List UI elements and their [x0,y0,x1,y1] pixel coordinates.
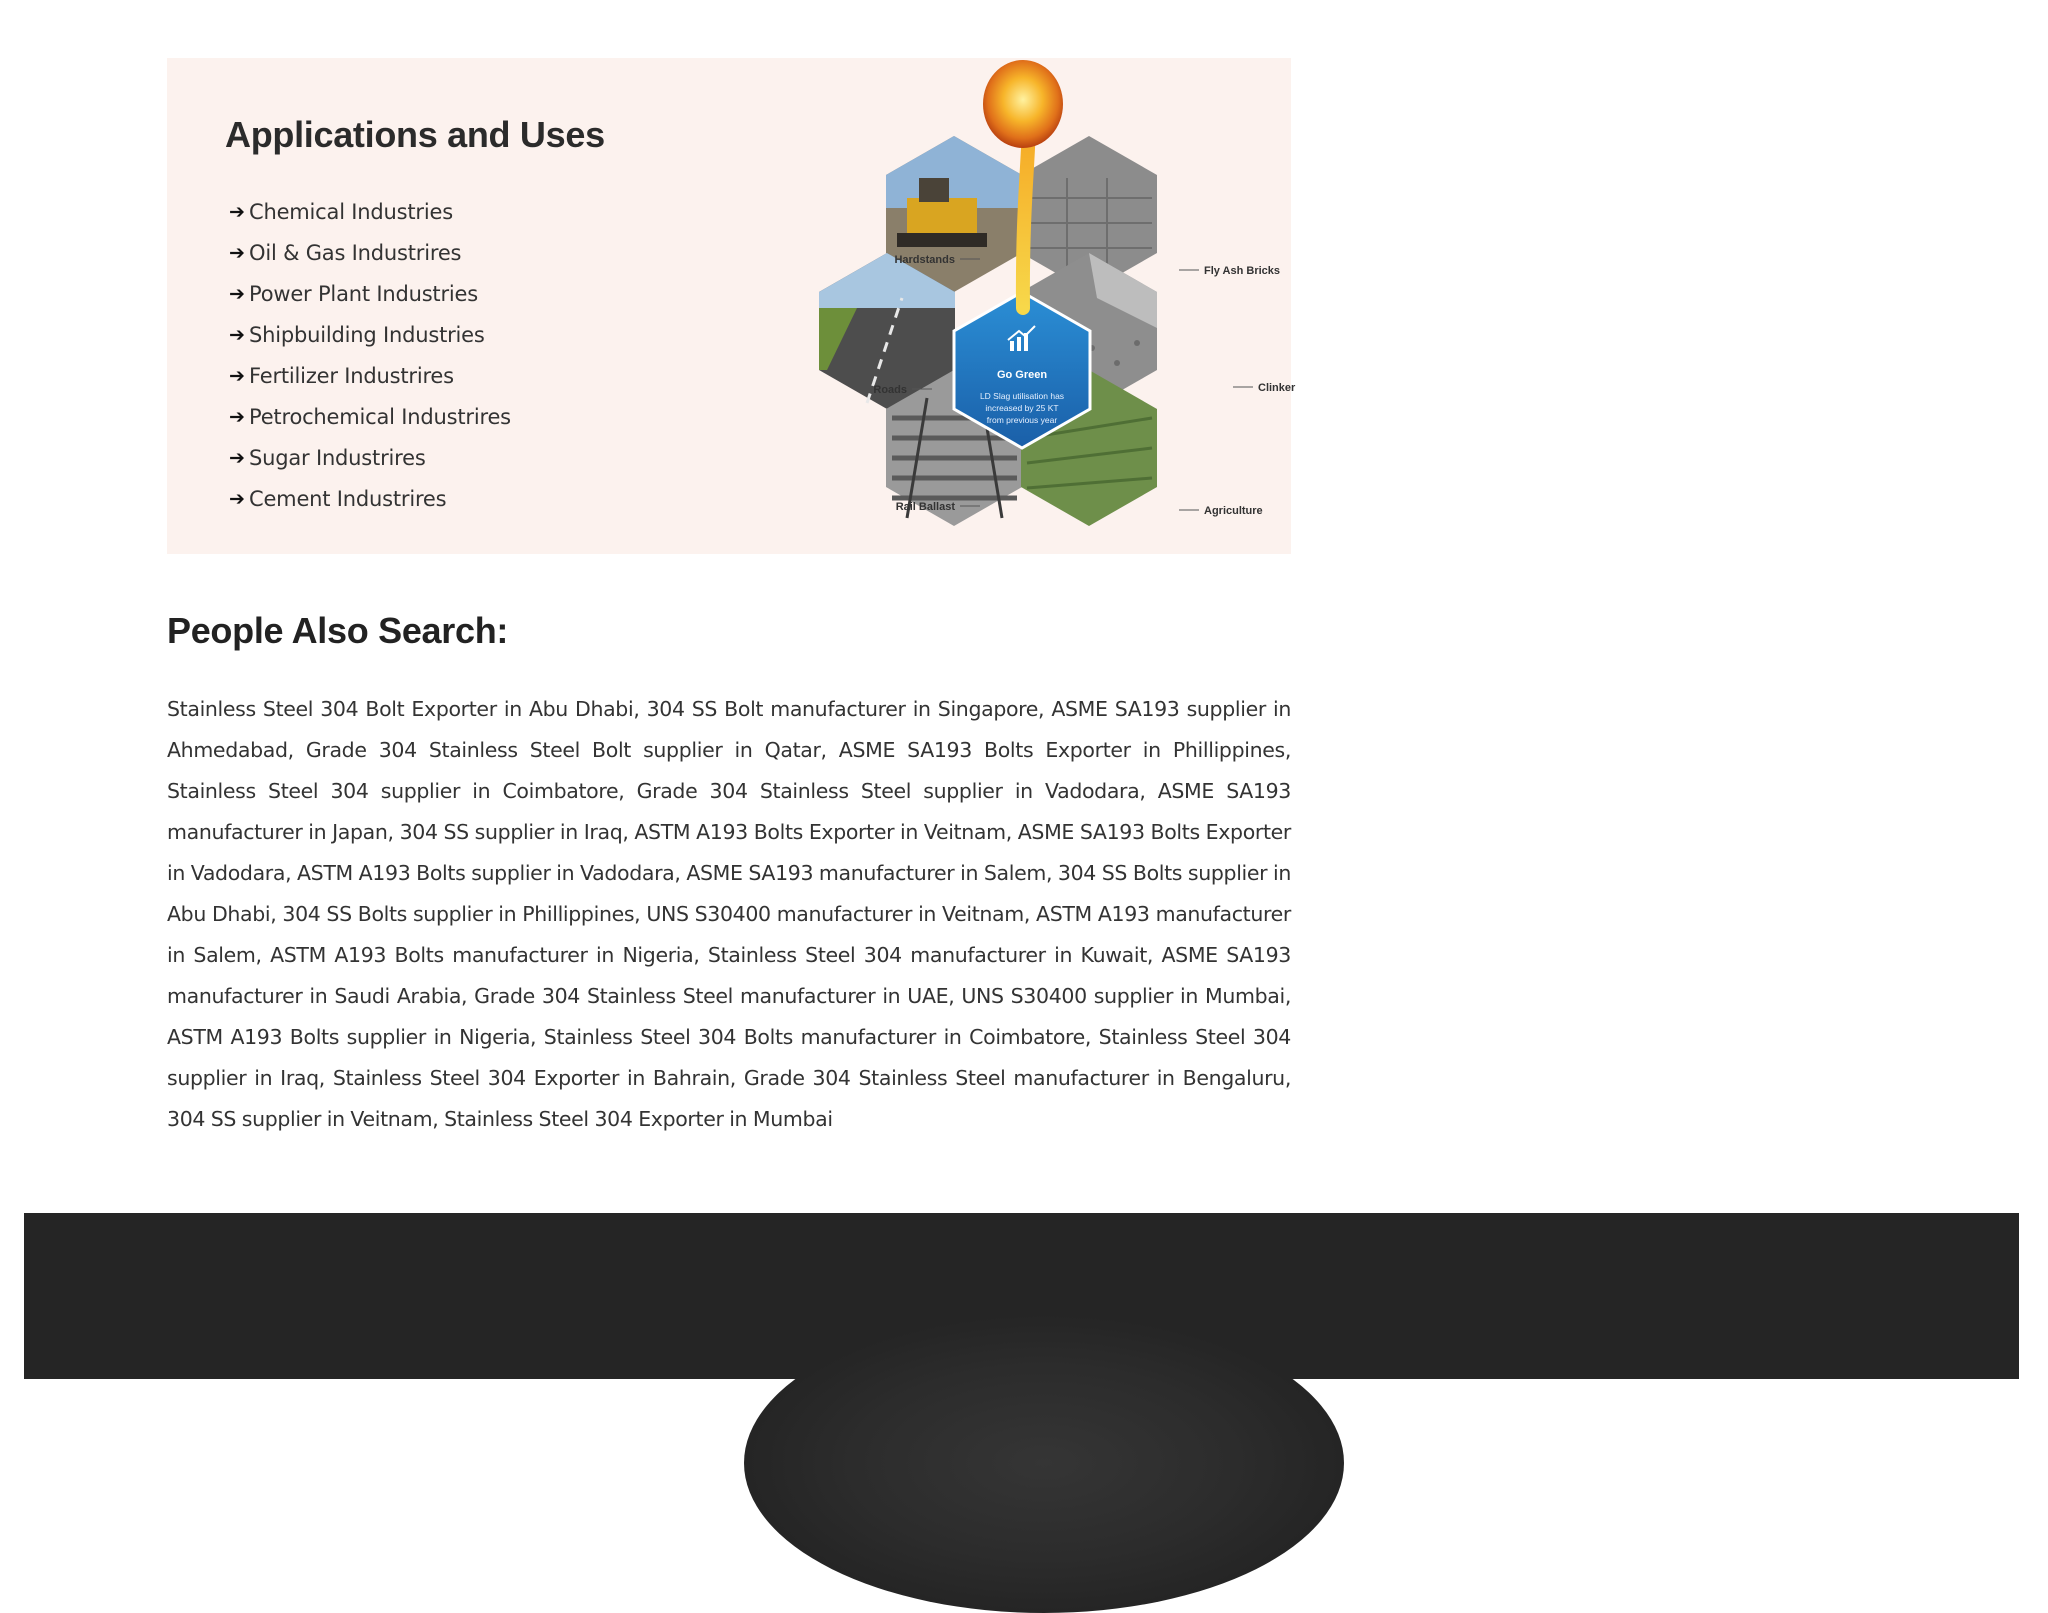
list-item-label: Petrochemical Industrires [249,404,511,429]
list-item [229,232,511,273]
arrow-right-icon: ➔ [229,323,245,346]
applications-hexagon-graphic [727,58,1296,554]
people-also-search-title: People Also Search: [167,610,509,651]
applications-title: Applications and Uses [225,114,605,155]
label-roads: Roads [873,384,907,396]
applications-list [229,191,511,519]
list-item-label: Cement Industrires [249,486,447,511]
go-green-title: Go Green [996,369,1048,381]
applications-card [167,58,1296,554]
list-item [229,478,511,519]
list-item [229,396,511,437]
list-item-label: Shipbuilding Industries [249,322,485,347]
list-item [229,191,511,232]
go-green-line-2: increased by 25 KT [985,403,1059,413]
list-item [229,437,511,478]
list-item-label: Oil & Gas Industrires [249,240,462,265]
label-fly-ash-bricks: Fly Ash Bricks [1204,265,1281,277]
arrow-right-icon: ➔ [229,282,245,305]
arrow-right-icon: ➔ [229,241,245,264]
list-item-label: Power Plant Industries [249,281,478,306]
label-clinker: Clinker [1258,382,1296,394]
label-hardstands: Hardstands [894,254,955,266]
arrow-right-icon: ➔ [229,200,245,223]
footer [24,1213,2019,1379]
arrow-right-icon: ➔ [229,446,245,469]
arrow-right-icon: ➔ [229,487,245,510]
list-item [229,273,511,314]
list-item-label: Fertilizer Industrires [249,363,454,388]
footer-glow-decoration [744,1313,1344,1613]
label-agriculture: Agriculture [1204,505,1263,517]
label-rail-ballast: Rail Ballast [895,501,955,513]
arrow-right-icon: ➔ [229,405,245,428]
arrow-right-icon: ➔ [229,364,245,387]
people-also-search-text: Stainless Steel 304 Bolt Exporter in Abu Dhabi, 304 SS Bolt manufacturer in Singapore, ASME SA193 supplier in Ahmedabad, Grade 304 Stainless Steel Bolt supplier in Qatar, ASME SA193 Bolts Exporter in Phillippines, Stainless Steel 304 supplier in Coimbatore, Grade 304 Stainless Steel supplier in Vadodara, ASME SA193 manufacturer in Japan, 304 SS supplier in Iraq, ASTM A193 Bolts Exporter in Veitnam, ASME SA193 Bolts Exporter in Vadodara, ASTM A193 Bolts supplier in Vadodara, ASME SA193 manufacturer in Salem, 304 SS Bolts supplier in Abu Dhabi, 304 SS Bolts supplier in Phillippines, UNS S30400 manufacturer in Veitnam, ASTM A193 manufacturer in Salem, ASTM A193 Bolts manufacturer in Nigeria, Stainless Steel 304 manufacturer in Kuwait, ASME SA193 manufacturer in Saudi Arabia, Grade 304 Stainless Steel manufacturer in UAE, UNS S30400 supplier in Mumbai, ASTM A193 Bolts supplier in Nigeria, Stainless Steel 304 Bolts manufacturer in Coimbatore, Stainless Steel 304 supplier in Iraq, Stainless Steel 304 Exporter in Bahrain, Grade 304 Stainless Steel manufacturer in Bengaluru, 304 SS supplier in Veitnam, Stainless Steel 304 Exporter in Mumbai [167,697,1291,1131]
list-item [229,314,511,355]
list-item-label: Sugar Industrires [249,445,426,470]
go-green-line-3: from previous year [986,415,1058,425]
list-item-label: Chemical Industries [249,199,453,224]
go-green-line-1: LD Slag utilisation has [979,391,1065,401]
list-item [229,355,511,396]
